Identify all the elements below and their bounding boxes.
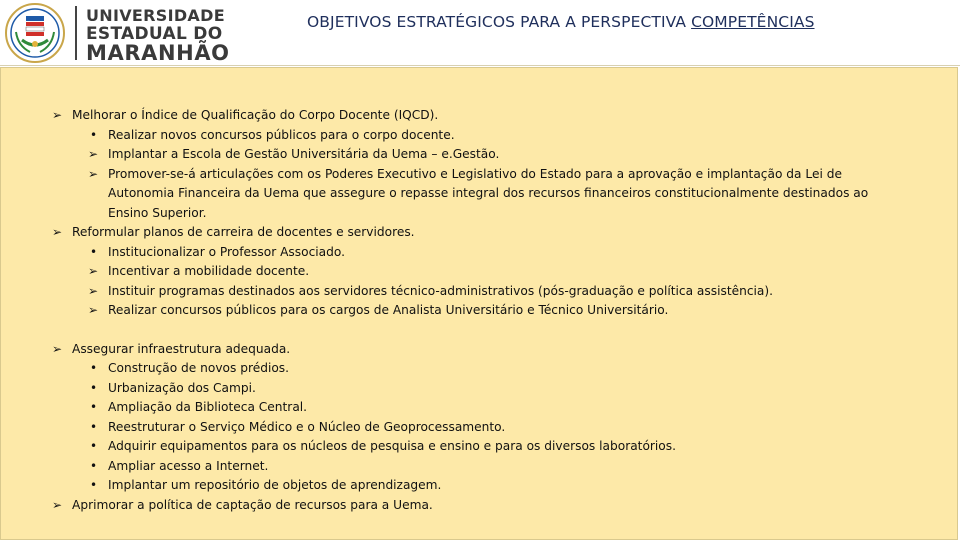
arrow-bullet-icon: ➢ (52, 341, 63, 356)
dot-bullet-icon: • (90, 439, 98, 453)
sub-objective-item (52, 437, 922, 457)
objective-item (52, 106, 922, 126)
sub-objective-item (52, 165, 922, 224)
sub-objective-item (52, 398, 922, 418)
list-spacer (52, 321, 922, 340)
item-text: Melhorar o Índice de Qualificação do Corpo Docente (IQCD). (72, 108, 439, 122)
item-text: Reformular planos de carreira de docentes e servidores. (72, 225, 415, 239)
sub-objective-item (52, 359, 922, 379)
arrow-bullet-icon: ➢ (88, 264, 99, 278)
dot-bullet-icon: • (90, 478, 98, 492)
dot-bullet-icon: • (90, 127, 98, 142)
arrow-bullet-icon: ➢ (88, 147, 99, 161)
arrow-bullet-icon: ➢ (52, 225, 63, 239)
arrow-bullet-icon: ➢ (88, 283, 99, 298)
university-line-1: UNIVERSIDADE (86, 6, 225, 25)
arrow-bullet-icon: ➢ (52, 108, 63, 122)
dot-bullet-icon: • (90, 361, 98, 375)
sub-objective-item (52, 418, 922, 438)
item-text: Incentivar a mobilidade docente. (108, 264, 310, 278)
item-text: Reestruturar o Serviço Médico e o Núcleo de Geoprocessamento. (108, 419, 506, 434)
objective-item (52, 496, 922, 516)
university-line-2: ESTADUAL DO (86, 24, 223, 44)
arrow-bullet-icon: ➢ (52, 497, 63, 512)
item-text: Implantar a Escola de Gestão Universitária da Uema – e.Gestão. (108, 147, 500, 161)
item-text: Realizar concursos públicos para os cargos de Analista Universitário e Técnico Universitário. (108, 303, 669, 317)
sub-objective-item (52, 243, 922, 263)
item-text: Promover-se-á articulações com os Poderes Executivo e Legislativo do Estado para a aprovação e implantação da Lei de Autonomia Financeira da Uema que assegure o repasse integral dos recursos financeiros constitucionalmente destinados ao Ensino Superior. (108, 166, 869, 220)
dot-bullet-icon: • (90, 244, 98, 259)
page-title-underlined: COMPETÊNCIAS (691, 13, 815, 31)
header (0, 0, 960, 66)
sub-objective-item (52, 301, 922, 321)
sub-objective-item (52, 126, 922, 146)
arrow-bullet-icon: ➢ (88, 166, 99, 181)
university-line-3: MARANHÃO (86, 41, 230, 65)
item-text: Ampliar acesso a Internet. (108, 458, 269, 473)
item-text: Adquirir equipamentos para os núcleos de pesquisa e ensino e para os diversos laboratórios. (108, 439, 676, 453)
dot-bullet-icon: • (90, 458, 98, 473)
sub-objective-item (52, 282, 922, 302)
header-rule (0, 65, 960, 66)
objective-item (52, 223, 922, 243)
page-title (307, 13, 815, 31)
objective-item (52, 340, 922, 360)
item-text: Construção de novos prédios. (108, 361, 290, 375)
arrow-bullet-icon: ➢ (88, 303, 99, 317)
item-text: Ampliação da Biblioteca Central. (108, 400, 308, 414)
item-text: Aprimorar a política de captação de recursos para a Uema. (72, 497, 433, 512)
university-seal-icon (4, 2, 66, 64)
university-name (86, 6, 230, 63)
sub-objective-item (52, 457, 922, 477)
dot-bullet-icon: • (90, 419, 98, 434)
item-text: Urbanização dos Campi. (108, 380, 256, 395)
page-title-prefix: OBJETIVOS ESTRATÉGICOS PARA A PERSPECTIVA (307, 13, 692, 31)
sub-objective-item (52, 476, 922, 496)
dot-bullet-icon: • (90, 380, 98, 395)
sub-objective-item (52, 262, 922, 282)
item-text: Realizar novos concursos públicos para o corpo docente. (108, 127, 455, 142)
item-text: Implantar um repositório de objetos de aprendizagem. (108, 478, 442, 492)
item-text: Instituir programas destinados aos servidores técnico-administrativos (pós-graduação e política assistência). (108, 283, 774, 298)
item-text: Assegurar infraestrutura adequada. (72, 341, 291, 356)
item-text: Institucionalizar o Professor Associado. (108, 244, 345, 259)
sub-objective-item (52, 379, 922, 399)
sub-objective-item (52, 145, 922, 165)
objectives-list (52, 106, 922, 515)
dot-bullet-icon: • (90, 400, 98, 414)
header-divider (75, 6, 77, 60)
